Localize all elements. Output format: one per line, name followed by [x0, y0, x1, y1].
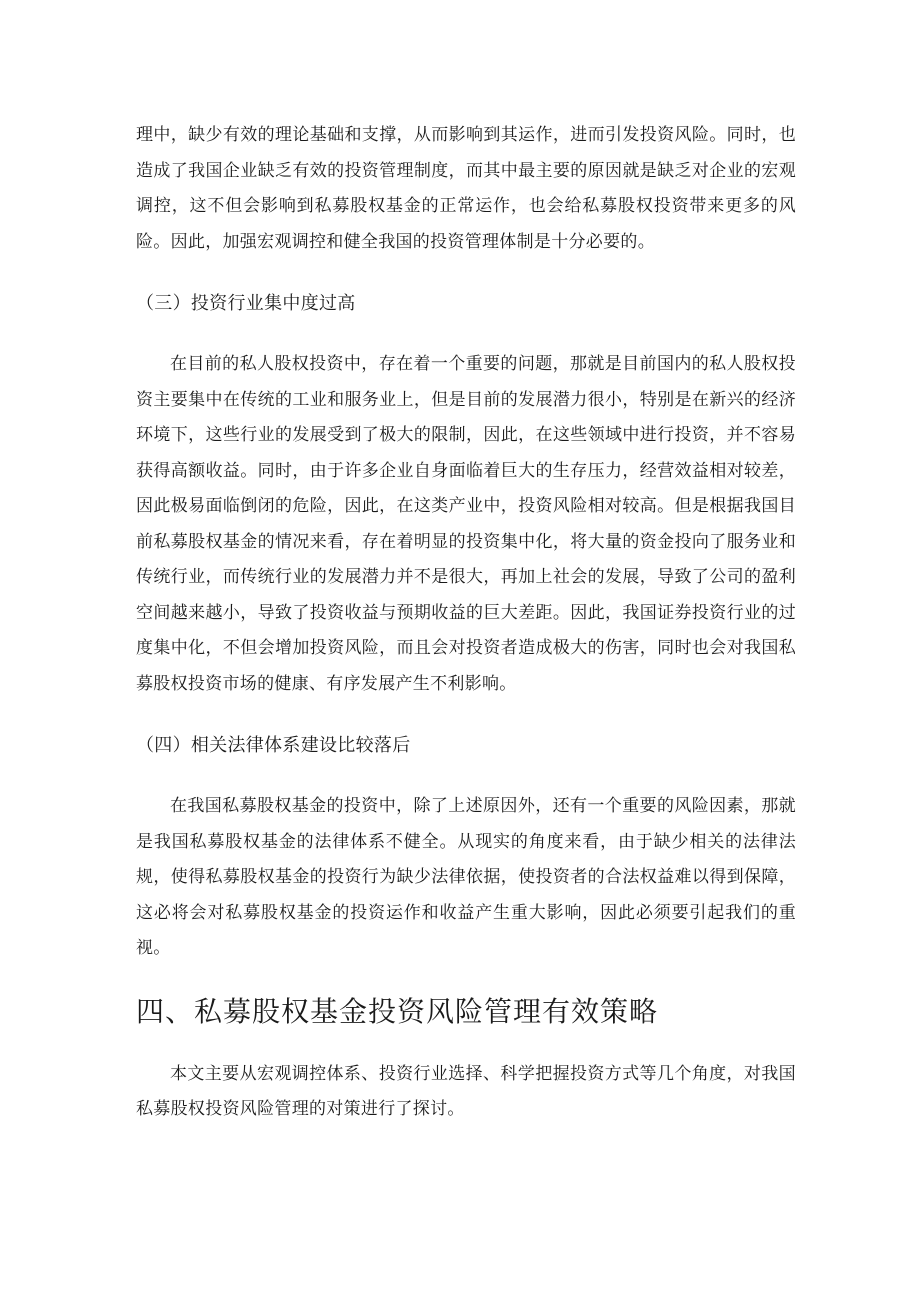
intro-paragraph: 理中，缺少有效的理论基础和支撑，从而影响到其运作，进而引发投资风险。同时，也造成了我国企业缺乏有效的投资管理制度，而其中最主要的原因就是缺乏对企业的宏观调控，这不但会影响到私募股权基金的正常运作，也会给私募股权投资带来更多的风险。因此，加强宏观调控和健全我国的投资管理体制是十分必要的。 [136, 125, 796, 252]
chapter-4-body: 本文主要从宏观调控体系、投资行业选择、科学把握投资方式等几个角度，对我国私募股权投资风险管理的对策进行了探讨。 [136, 1063, 796, 1119]
spacer [136, 764, 796, 789]
section-3-body: 在目前的私人股权投资中，存在着一个重要的问题，那就是目前国内的私人股权投资主要集中在传统的工业和服务业上，但是目前的发展潜力很小，特别是在新兴的经济环境下，这些行业的发展受到了极大的限制，因此，在这些领域中进行投资，并不容易获得高额收益。同时，由于许多企业自身面临着巨大的生存压力，经营效益相对较差，因此极易面临倒闭的危险，因此，在这类产业中，投资风险相对较高。但是根据我国目前私募股权基金的情况来看，存在着明显的投资集中化，将大量的资金投向了服务业和传统行业，而传统行业的发展潜力并不是很大，再加上社会的发展，导致了公司的盈利空间越来越小，导致了投资收益与预期收益的巨大差距。因此，我国证券投资行业的过度集中化，不但会增加投资风险，而且会对投资者造成极大的伤害，同时也会对我国私募股权投资市场的健康、有序发展产生不利影响。 [136, 354, 796, 694]
spacer [136, 1032, 796, 1057]
spacer [136, 260, 796, 286]
spacer [136, 322, 796, 347]
section-4-body: 在我国私募股权基金的投资中，除了上述原因外，还有一个重要的风险因素，那就是我国私募股权基金的法律体系不健全。从现实的角度来看，由于缺少相关的法律法规，使得私募股权基金的投资行为缺少法律依据，使投资者的合法权益难以得到保障，这必将会对私募股权基金的投资运作和收益产生重大影响，因此必须要引起我们的重视。 [136, 796, 796, 958]
section-4-heading: （四）相关法律体系建设比较落后 [136, 735, 411, 756]
spacer [136, 702, 796, 728]
spacer [136, 967, 796, 992]
chapter-4-heading: 四、私募股权基金投资风险管理有效策略 [136, 994, 659, 1028]
section-3-heading: （三）投资行业集中度过高 [136, 293, 356, 314]
document-page [136, 118, 796, 1128]
